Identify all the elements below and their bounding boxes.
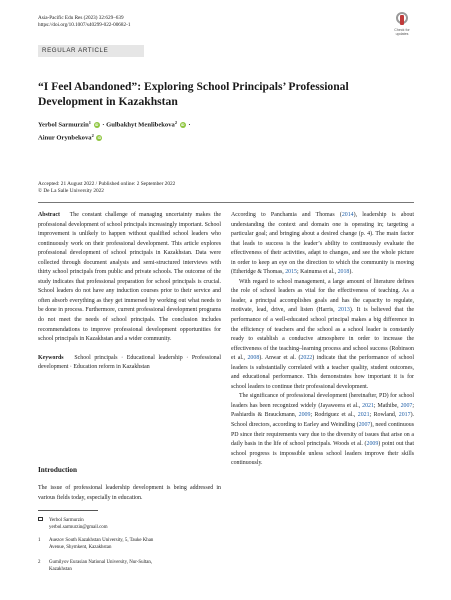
citation-link[interactable]: 2007 [358,422,371,429]
citation-link[interactable]: 2015 [285,269,297,276]
corresponding-author-name: Yerbol Sarmurzin [49,518,84,523]
envelope-icon [38,517,43,521]
check-for-updates-badge[interactable] [391,12,413,42]
body-text: ; Rodriguez et al., [310,412,358,419]
header-divider [38,202,414,203]
citation-link[interactable]: 2009 [366,441,379,448]
doi-link[interactable]: https://doi.org/10.1007/s40299-022-00682-1 [38,22,131,28]
citation-link[interactable]: 2014 [341,212,354,218]
affiliation-2-mark: 2 [38,560,41,565]
body-paragraph [231,392,414,468]
body-text: The significance of professional development (hereinafter, PD) for school leaders has been recognized widely (Jayaweera et al., [231,393,414,409]
author-list [38,118,298,143]
affiliation-2 [38,559,221,573]
corresponding-author [38,517,221,531]
left-column [38,211,221,373]
body-text: With regard to school management, a large amount of literature defines the role of school leaders as vital for the effectiveness of teaching. As a leader, a principal accomplishes goals and has the capacity to regulate, motivate, lead, drive, and listen (Harris, [231,278,414,314]
crossmark-label-2: updates [395,32,409,37]
body-text: ) point out that school progress is impossible unless school leaders improve their skills continuously. [231,441,414,467]
introduction-text: The issue of professional leadership development is being addressed in various fields today, especially in education. [38,485,221,501]
orcid-icon[interactable]: iD [94,123,99,127]
citation-link[interactable]: 2018 [337,269,350,276]
body-text: ). Anwar et al. ( [259,355,301,362]
author-2[interactable]: Gulbakhyt Menlibekova [106,121,175,129]
body-text: ). It is believed that the performance of a well-educated school principal makes a big difference in the efficiency of teachers and the school as a school leader is constantly ready to establish a conducive atmosphere in order to increase the effectiveness of the teaching–learning process and school success (Robinson et al., [231,307,415,362]
keywords-heading: Keywords [38,354,64,361]
abstract [38,211,221,345]
crossmark-bookmark-icon [400,15,404,25]
right-column [231,211,414,469]
body-text: ; Mathibe, [373,402,401,409]
citation-link[interactable]: 2013 [338,307,350,314]
keywords [38,354,221,373]
introduction-heading: Introduction [38,466,78,474]
author-1[interactable]: Yerbol Sarmurzin [38,121,89,129]
abstract-text: The constant challenge of managing uncertainty makes the professional development of school principals increasingly important. School improvement is unlikely to happen without qualified school leaders who continuously work on their professional development. This article explores professional development of school principals in Kazakhstan. Data were collected through document analysis and semi-structured interviews with thirty school principals from public and private schools. The outcome of the study indicates that professional preparation for school principals is crucial. School leaders do not have any induction courses prior to their service and often absorb everything as they get immersed by working out what needs to be done in process. Furthermore, current professional development programs do not meet the needs of school principals. The conclusion includes recommendations to improve professional development opportunities for school principals in Kazakhstan and a wider community. [38,212,221,343]
orcid-icon[interactable]: iD [180,123,185,127]
journal-line: Asia-Pacific Edu Res (2023) 32:629–639 [38,15,124,21]
abstract-heading: Abstract [38,212,60,218]
body-paragraph [231,278,414,393]
crossmark-label-1: Check for [394,28,410,32]
orcid-icon[interactable]: iD [97,135,102,140]
citation-link[interactable]: 2022 [300,355,313,362]
body-text: ), leadership is about understanding the context and domain one is operating in; targeting a particular goal; and bringing about a desired change (p. 4). The main factor that leads to success is the leader’s ability to continuously evaluate the effectiveness of their activities, adapt to changes, and see the whole picture in order to keep an eye on the direction to which the community is moving (Etheridge & Thomas, [231,212,414,276]
article-type-badge: REGULAR ARTICLE [38,45,144,57]
citation-link[interactable]: 2007 [400,402,413,409]
body-text: ; Kainuma et al., [297,269,338,276]
body-text: According to Panchamia and Thomas ( [231,212,342,218]
footnote-divider [38,510,98,511]
affiliation-1-text: Auezov South Kazakhstan University, 5, Tauke Khan Avenue, Shymkent, Kazakhstan [49,538,154,550]
corresponding-author-email[interactable]: yerbol.sarmurzin@gmail.com [49,525,108,530]
citation-link[interactable]: 2009 [298,412,311,419]
body-text: ). [349,269,353,276]
copyright-line: © De La Salle University 2022 [38,188,104,195]
body-text: ) indicate that the performance of school leaders is substantially correlated with a teacher quality, student outcomes, and educational performance. This demonstrates how important it is for school leaders to continue their professional development. [231,355,414,390]
citation-link[interactable]: 2017 [398,412,411,419]
body-text: ; Pashiardis & Brauckmann, [231,402,415,419]
article-title: “I Feel Abandoned”: Exploring School Principals’ Professional Development in Kazakhstan [38,80,349,108]
publication-dates [38,181,175,195]
author-separator: · [102,121,107,129]
citation-link[interactable]: 2008 [247,355,260,362]
body-text: ). School directors, according to Earley and Weindling ( [231,412,414,429]
body-text: ; Rowland, [369,412,399,419]
body-text: ), need continuous PD since their requirements vary due to the diversity of issues that arise on a daily basis in the life of school principals. Woods et al. ( [231,422,414,448]
affiliation-1-mark: 1 [38,538,41,543]
keywords-text: School principals · Educational leadership · Professional development · Education reform in Kazakhstan [38,354,221,371]
citation-link[interactable]: 2021 [362,402,374,409]
body-paragraph [231,211,414,278]
citation-link[interactable]: 2021 [357,412,370,419]
author-1-affiliation: 1 [88,120,91,125]
author-separator: · [188,121,191,129]
affiliation-2-text: Gumilyov Eurasian National University, Nur-Sultan, Kazakhstan [49,560,153,572]
dates-line: Accepted: 21 August 2022 / Published online: 2 September 2022 [38,181,176,187]
author-3-affiliation: 2 [91,132,94,138]
author-3[interactable]: Ainur Orynbekova [38,134,92,141]
affiliation-1 [38,537,221,551]
author-2-affiliation: 2 [174,120,178,125]
